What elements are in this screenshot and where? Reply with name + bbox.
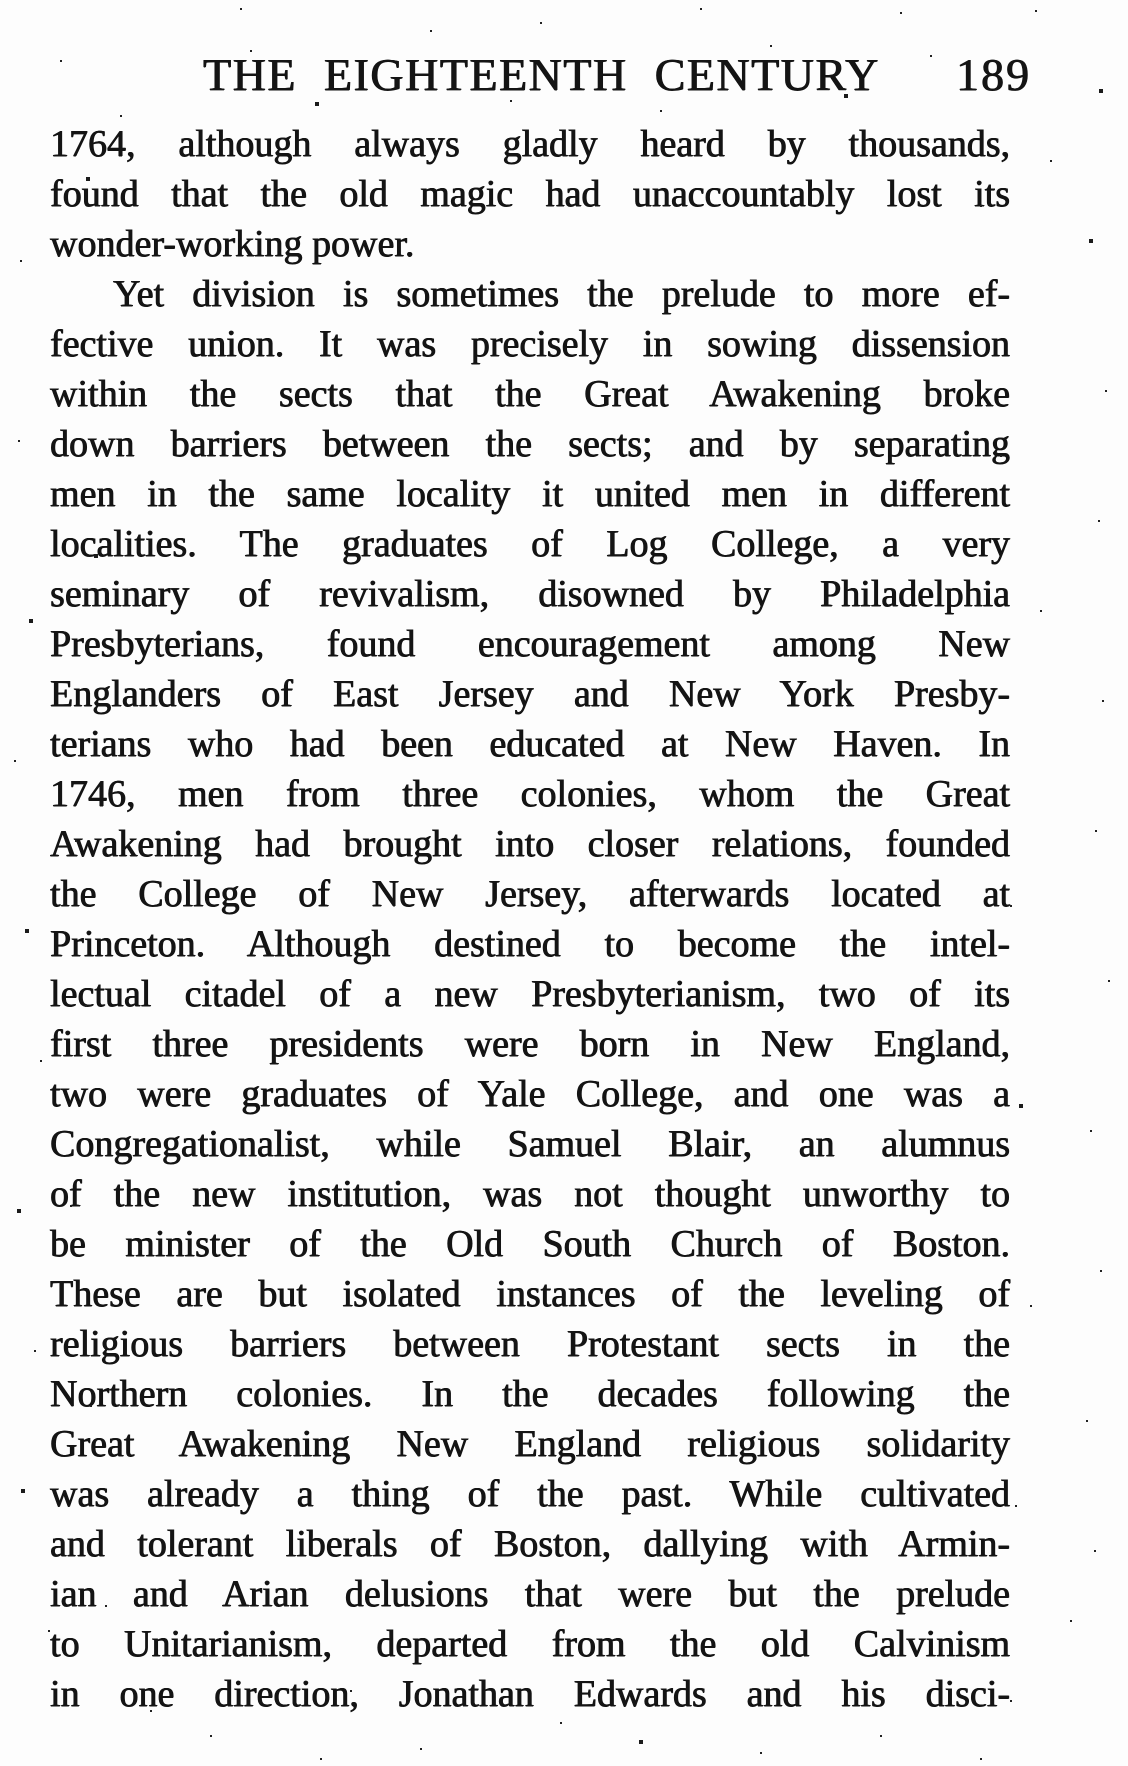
text-line: Great Awakening New England religious solidarity bbox=[50, 1423, 1010, 1465]
text-line: Yet division is sometimes the prelude to more ef- bbox=[113, 273, 1010, 315]
text-line: lectual citadel of a new Presbyterianism, two of its bbox=[50, 973, 1010, 1015]
text-line: Englanders of East Jersey and New York Presby- bbox=[50, 673, 1010, 715]
text-line: localities. The graduates of Log College, a very bbox=[50, 523, 1010, 565]
text-line: be minister of the Old South Church of Boston. bbox=[50, 1223, 1010, 1265]
text-line: found that the old magic had unaccountably lost its bbox=[50, 173, 1010, 215]
text-line: two were graduates of Yale College, and one was a bbox=[50, 1073, 1010, 1115]
text-line: wonder-working power. bbox=[50, 223, 415, 265]
text-line: within the sects that the Great Awakening broke bbox=[50, 373, 1010, 415]
text-line: 1764, although always gladly heard by thousands, bbox=[50, 123, 1010, 165]
text-line: religious barriers between Protestant sects in the bbox=[50, 1323, 1010, 1365]
text-line: and tolerant liberals of Boston, dallying with Armin- bbox=[50, 1523, 1010, 1565]
text-line: ian and Arian delusions that were but the prelude bbox=[50, 1573, 1010, 1615]
text-line: These are but isolated instances of the leveling of bbox=[50, 1273, 1010, 1315]
text-line: seminary of revivalism, disowned by Philadelphia bbox=[50, 573, 1010, 615]
text-line: Princeton. Although destined to become the intel- bbox=[50, 923, 1010, 965]
text-line: in one direction, Jonathan Edwards and his disci- bbox=[50, 1673, 1010, 1715]
text-line: to Unitarianism, departed from the old Calvinism bbox=[50, 1623, 1010, 1665]
page-body bbox=[50, 119, 1010, 1719]
text-line: terians who had been educated at New Haven. In bbox=[50, 723, 1010, 765]
text-line: first three presidents were born in New England, bbox=[50, 1023, 1010, 1065]
page-number: 189 bbox=[956, 49, 1031, 100]
running-head-title: THE EIGHTEENTH CENTURY bbox=[203, 49, 880, 100]
text-line: fective union. It was precisely in sowing dissension bbox=[50, 323, 1010, 365]
text-line: Awakening had brought into closer relations, founded bbox=[50, 823, 1010, 865]
text-line: 1746, men from three colonies, whom the Great bbox=[50, 773, 1010, 815]
text-line: the College of New Jersey, afterwards located at bbox=[50, 873, 1010, 915]
text-line: was already a thing of the past. While cultivated bbox=[50, 1473, 1010, 1515]
text-line: Northern colonies. In the decades following the bbox=[50, 1373, 1010, 1415]
page-header bbox=[0, 0, 1128, 120]
text-line: of the new institution, was not thought unworthy to bbox=[50, 1173, 1010, 1215]
text-line: Congregationalist, while Samuel Blair, an alumnus bbox=[50, 1123, 1010, 1165]
text-line: down barriers between the sects; and by separating bbox=[50, 423, 1010, 465]
text-line: men in the same locality it united men in different bbox=[50, 473, 1010, 515]
text-line: Presbyterians, found encouragement among New bbox=[50, 623, 1010, 665]
